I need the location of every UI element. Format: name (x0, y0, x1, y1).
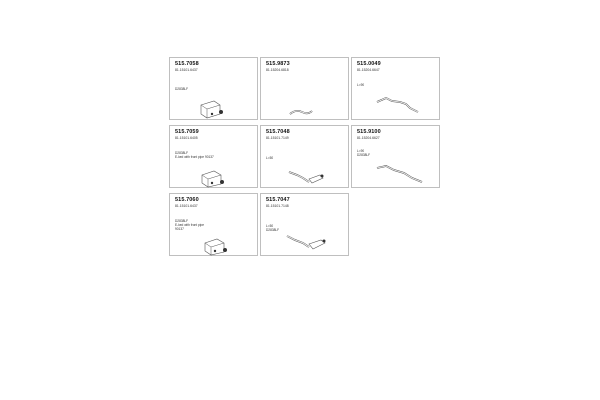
part-card[interactable] (351, 57, 440, 120)
part-number: 515.7059 (175, 129, 199, 135)
oem-number: 81.15101.6405 (175, 136, 198, 140)
part-number: 515.9100 (357, 129, 381, 135)
part-number: 515.7048 (266, 129, 290, 135)
part-note: L=50 (266, 156, 274, 160)
pipe-drawing (374, 94, 424, 116)
oem-number: 81.15204.6627 (357, 136, 380, 140)
part-card[interactable] (169, 125, 258, 188)
oem-number: 81.15204.6818 (266, 68, 289, 72)
part-note: D2838LF (175, 151, 189, 155)
part-number: 515.0049 (357, 61, 381, 67)
part-note: L=90 (357, 83, 365, 87)
muffler-drawing (202, 238, 228, 256)
oem-number: 81.15101.6437 (175, 204, 198, 208)
part-card[interactable] (260, 57, 349, 120)
part-card[interactable] (169, 57, 258, 120)
part-note: D2838LF (175, 87, 189, 91)
muffler-drawing (198, 99, 224, 119)
part-number: 515.7058 (175, 61, 199, 67)
oem-number: 81.15101.6437 (175, 68, 198, 72)
part-note: D2838LF (357, 153, 371, 157)
part-note: D2838LF (266, 228, 280, 232)
part-note: E-ked with front pipe 90137 (175, 155, 214, 159)
part-card[interactable] (260, 193, 349, 256)
pipe-drawing (288, 107, 314, 117)
part-note: 90137 (175, 227, 184, 231)
part-note: L=90 (357, 149, 365, 153)
part-card[interactable] (351, 125, 440, 188)
pipe-with-muffler-drawing (285, 231, 329, 255)
part-card[interactable] (169, 193, 258, 256)
pipe-with-muffler-drawing (287, 166, 327, 188)
part-number: 515.7047 (266, 197, 290, 203)
oem-number: 81.15204.6647 (357, 68, 380, 72)
part-note: D2838LF (175, 219, 189, 223)
muffler-drawing (199, 170, 225, 188)
oem-number: 81.15101.7149 (266, 136, 289, 140)
part-card[interactable] (260, 125, 349, 188)
part-note: E-ked with front pipe (175, 223, 205, 227)
part-number: 515.7060 (175, 197, 199, 203)
pipe-drawing (374, 162, 426, 186)
part-note: L=50 (266, 224, 274, 228)
oem-number: 81.15101.7148 (266, 204, 289, 208)
part-number: 515.9873 (266, 61, 290, 67)
